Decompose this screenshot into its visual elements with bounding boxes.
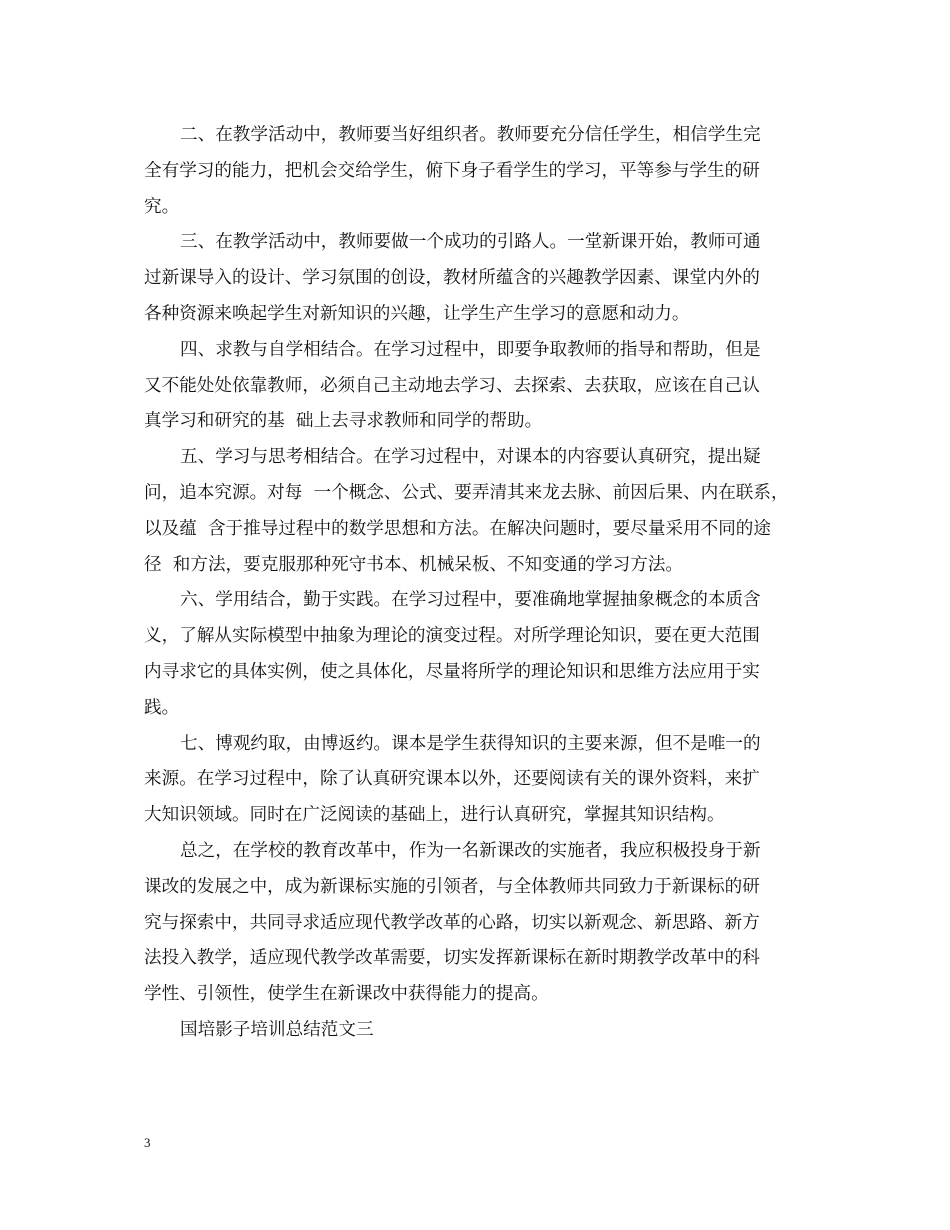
page-number: 3	[144, 1135, 151, 1150]
text-line: 义，了解从实际模型中抽象为理论的演变过程。对所学理论知识，要在更大范围	[144, 626, 760, 647]
text-line: 究。	[144, 196, 180, 217]
text-line: 究与探索中，共同寻求适应现代教学改革的心路，切实以新观念、新思路、新方	[144, 912, 760, 933]
document-body	[144, 118, 816, 1049]
text-line: 以及蕴 含于推导过程中的数学思想和方法。在解决问题时，要尽量采用不同的途	[144, 518, 771, 539]
text-line: 问，追本究源。对每 一个概念、公式、要弄清其来龙去脉、前因后果、内在联系，	[144, 482, 789, 503]
text-line: 全有学习的能力，把机会交给学生，俯下身子看学生的学习，平等参与学生的研	[144, 160, 760, 181]
text-line: 又不能处处依靠教师，必须自己主动地去学习、去探索、去获取，应该在自己认	[144, 375, 760, 396]
text-line: 二、在教学活动中，教师要当好组织者。教师要充分信任学生，相信学生完	[180, 125, 761, 145]
text-line: 课改的发展之中，成为新课标实施的引领者，与全体教师共同致力于新课标的研	[144, 876, 760, 897]
text-line: 径 和方法，要克服那种死守书本、机械呆板、不知变通的学习方法。	[144, 554, 684, 575]
text-line: 五、学习与思考相结合。在学习过程中，对课本的内容要认真研究，提出疑	[180, 447, 761, 468]
text-line: 大知识领域。同时在广泛阅读的基础上，进行认真研究，掌握其知识结构。	[144, 805, 725, 826]
text-line: 六、学用结合，勤于实践。在学习过程中，要准确地掌握抽象概念的本质含	[180, 590, 761, 611]
text-line: 过新课导入的设计、学习氛围的创设，教材所蕴含的兴趣教学因素、课堂内外的	[144, 268, 760, 289]
text-line: 法投入教学，适应现代教学改革需要，切实发挥新课标在新时期教学改革中的科	[144, 948, 760, 969]
text-line: 来源。在学习过程中，除了认真研究课本以外，还要阅读有关的课外资料，来扩	[144, 769, 760, 790]
text-line: 践。	[144, 697, 180, 718]
text-line: 内寻求它的具体实例，使之具体化，尽量将所学的理论知识和思维方法应用于实	[144, 661, 760, 682]
text-line: 学性、引领性，使学生在新课改中获得能力的提高。	[144, 984, 549, 1005]
text-line: 七、博观约取，由博返约。课本是学生获得知识的主要来源，但不是唯一的	[180, 733, 761, 754]
text-line: 国培影子培训总结范文三	[180, 1019, 374, 1040]
text-line: 四、求教与自学相结合。在学习过程中，即要争取教师的指导和帮助，但是	[180, 339, 761, 360]
text-line: 真学习和研究的基 础上去寻求教师和同学的帮助。	[144, 411, 543, 432]
text-line: 各种资源来唤起学生对新知识的兴趣，让学生产生学习的意愿和动力。	[144, 303, 690, 324]
text-line: 总之，在学校的教育改革中，作为一名新课改的实施者，我应积极投身于新	[180, 840, 761, 861]
text-line: 三、在教学活动中，教师要做一个成功的引路人。一堂新课开始，教师可通	[180, 232, 761, 253]
